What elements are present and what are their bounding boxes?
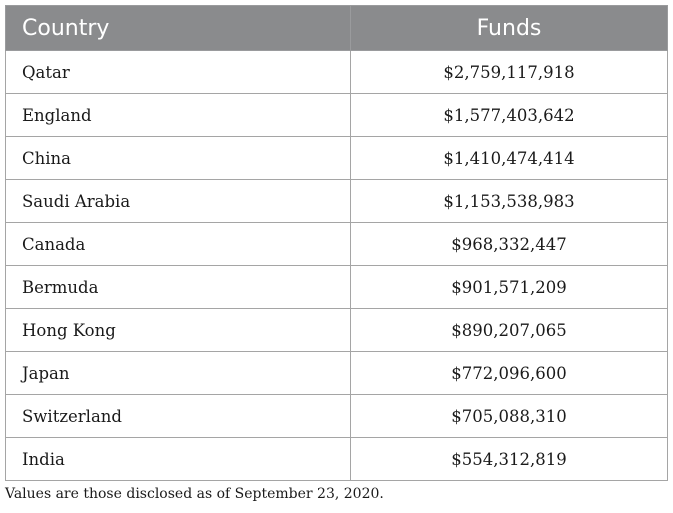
table-body: [6, 51, 668, 481]
funds-cell: $1,577,403,642: [351, 94, 668, 137]
table-row: [6, 137, 668, 180]
table-row: [6, 352, 668, 395]
funds-cell: $554,312,819: [351, 438, 668, 481]
funds-table: [5, 5, 668, 481]
table-row: [6, 51, 668, 94]
country-cell: Saudi Arabia: [6, 180, 351, 223]
country-cell: India: [6, 438, 351, 481]
funds-cell: $705,088,310: [351, 395, 668, 438]
country-cell: Qatar: [6, 51, 351, 94]
table-row: [6, 94, 668, 137]
table-row: [6, 180, 668, 223]
country-cell: China: [6, 137, 351, 180]
country-cell: Switzerland: [6, 395, 351, 438]
table-row: [6, 309, 668, 352]
funds-cell: $2,759,117,918: [351, 51, 668, 94]
table-footnote: Values are those disclosed as of September 23, 2020.: [5, 486, 384, 502]
table-row: [6, 395, 668, 438]
table-row: [6, 223, 668, 266]
funds-cell: $890,207,065: [351, 309, 668, 352]
funds-cell: $1,410,474,414: [351, 137, 668, 180]
funds-table-container: [5, 5, 667, 481]
table-header: [6, 6, 668, 51]
column-header-country: Country: [6, 6, 351, 51]
header-row: [6, 6, 668, 51]
country-cell: Japan: [6, 352, 351, 395]
country-cell: Hong Kong: [6, 309, 351, 352]
funds-cell: $901,571,209: [351, 266, 668, 309]
funds-cell: $968,332,447: [351, 223, 668, 266]
funds-cell: $1,153,538,983: [351, 180, 668, 223]
country-cell: Canada: [6, 223, 351, 266]
country-cell: England: [6, 94, 351, 137]
table-row: [6, 438, 668, 481]
country-cell: Bermuda: [6, 266, 351, 309]
column-header-funds: Funds: [351, 6, 668, 51]
funds-cell: $772,096,600: [351, 352, 668, 395]
table-row: [6, 266, 668, 309]
